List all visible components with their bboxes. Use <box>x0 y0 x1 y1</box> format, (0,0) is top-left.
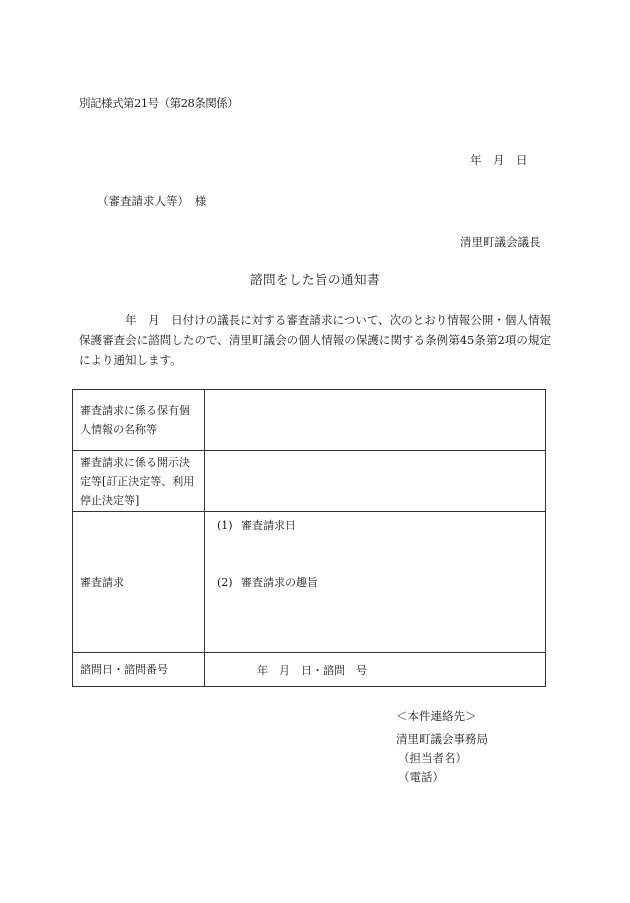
contact-heading: ＜本件連絡先＞ <box>396 709 477 723</box>
row-label-request: 審査請求 <box>73 512 205 653</box>
addressee: （審査請求人等） 様 <box>97 194 207 208</box>
row-value-consultation <box>205 653 546 687</box>
notification-table <box>72 389 546 687</box>
row-label-consultation: 諮問日・諮問番号 <box>73 653 205 687</box>
item-text: 審査請求の趣旨 <box>241 576 318 589</box>
contact-phone: （電話） <box>398 770 444 784</box>
table-row <box>73 653 546 687</box>
table-row <box>73 390 546 451</box>
request-purpose-item <box>217 574 318 590</box>
body-paragraph: 年 月 日付けの議長に対する審査請求について、次のとおり情報公開・個人情報保護審査会に諮問したので、清里町議会の個人情報の保護に関する条例第45条第2項の規定により通知します。 <box>79 313 551 367</box>
consultation-date-value: 年 月 日・諮問 号 <box>257 663 367 677</box>
row-label-record-name: 審査請求に係る保有個人情報の名称等 <box>73 390 205 451</box>
row-value-record-name <box>205 390 546 451</box>
row-label-disclosure-decision: 審査請求に係る開示決定等[訂正決定等、利用停止決定等] <box>73 451 205 512</box>
row-value-request <box>205 512 546 653</box>
contact-office: 清里町議会事務局 <box>396 732 488 746</box>
sender-name: 清里町議会議長 <box>460 235 541 249</box>
row-value-disclosure-decision <box>205 451 546 512</box>
body-paragraph-block <box>79 310 551 370</box>
request-date-item <box>217 517 296 533</box>
table-row <box>73 451 546 512</box>
table-row <box>73 512 546 653</box>
item-text: 審査請求日 <box>241 519 296 532</box>
item-number: (2) <box>217 576 233 589</box>
contact-person: （担当者名） <box>398 751 467 765</box>
date-line: 年 月 日 <box>470 153 528 167</box>
item-number: (1) <box>217 519 233 532</box>
document-title: 諮問をした旨の通知書 <box>249 272 380 287</box>
form-number-label: 別記様式第21号（第28条関係） <box>79 96 239 110</box>
